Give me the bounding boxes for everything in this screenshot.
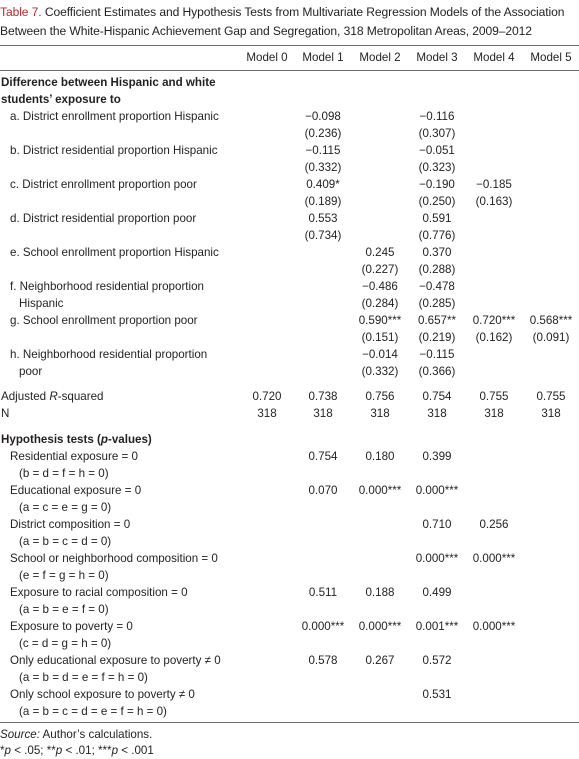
column-header: Model 4	[473, 51, 515, 64]
coef-cell: −0.478	[419, 280, 455, 293]
fit-cell: 318	[484, 407, 504, 420]
fit-cell: 0.754	[422, 390, 452, 403]
fit-cell: 318	[427, 407, 447, 420]
se-cell: (0.250)	[418, 195, 456, 208]
test-label: Exposure to racial composition = 0	[10, 586, 188, 599]
hypothesis-heading-post: -values)	[107, 433, 152, 446]
test-constraint: (a = c = e = g = 0)	[19, 501, 112, 514]
coef-cell: 0.553	[308, 212, 338, 225]
coef-cell: −0.098	[305, 110, 341, 123]
fit-cell: 0.720	[252, 390, 282, 403]
test-pvalue: 0.710	[422, 518, 452, 531]
se-cell: (0.219)	[418, 331, 456, 344]
test-constraint: (a = b = e = f = 0)	[19, 603, 109, 616]
test-pvalue: 0.531	[422, 688, 452, 701]
se-cell: (0.288)	[418, 263, 456, 276]
test-pvalue: 0.754	[308, 450, 338, 463]
se-cell: (0.162)	[475, 331, 513, 344]
coef-cell: 0.370	[422, 246, 452, 259]
column-header: Model 1	[302, 51, 344, 64]
test-constraint: (b = d = f = h = 0)	[19, 467, 109, 480]
row-label: f. Neighborhood residential proportion	[10, 280, 204, 293]
test-pvalue: 0.000***	[415, 484, 459, 497]
test-label: Only school exposure to poverty ≠ 0	[10, 688, 195, 701]
column-header: Model 5	[530, 51, 572, 64]
fit-label	[1, 388, 103, 405]
coef-cell: −0.115	[419, 348, 455, 361]
se-cell: (0.776)	[418, 229, 456, 242]
note-threshold: < .01;	[62, 744, 99, 757]
coef-cell: 0.720***	[472, 314, 516, 327]
test-label: District composition = 0	[10, 518, 131, 531]
se-cell: (0.284)	[361, 297, 399, 310]
fit-label-post: -squared	[57, 390, 104, 403]
test-pvalue: 0.267	[365, 654, 395, 667]
row-label: e. School enrollment proportion Hispanic	[10, 246, 219, 259]
row-label: b. District residential proportion Hispanic	[10, 144, 218, 157]
source-text: Author’s calculations.	[39, 728, 153, 741]
test-pvalue: 0.578	[308, 654, 338, 667]
test-constraint: (c = d = g = h = 0)	[19, 637, 112, 650]
se-cell: (0.163)	[475, 195, 513, 208]
coef-cell: −0.051	[419, 144, 455, 157]
fit-cell: 0.756	[365, 390, 395, 403]
coef-cell: 0.657**	[417, 314, 457, 327]
test-pvalue: 0.000***	[358, 620, 402, 633]
se-cell: (0.734)	[304, 229, 342, 242]
row-label: g. School enrollment proportion poor	[10, 314, 198, 327]
test-constraint: (a = b = d = e = f = h = 0)	[19, 671, 148, 684]
significance-notes	[0, 742, 154, 759]
test-pvalue: 0.572	[422, 654, 452, 667]
test-pvalue: 0.000***	[415, 552, 459, 565]
note-stars: *	[0, 744, 5, 757]
test-pvalue: 0.000***	[472, 552, 516, 565]
source-note	[0, 726, 152, 743]
se-cell: (0.091)	[532, 331, 570, 344]
se-cell: (0.307)	[418, 127, 456, 140]
test-pvalue: 0.000***	[301, 620, 345, 633]
row-label: h. Neighborhood residential proportion	[10, 348, 208, 361]
note-threshold: < .05;	[10, 744, 47, 757]
fit-cell: 318	[313, 407, 333, 420]
row-label: d. District residential proportion poor	[10, 212, 197, 225]
column-header: Model 0	[246, 51, 288, 64]
test-pvalue: 0.188	[365, 586, 395, 599]
coef-cell: −0.486	[362, 280, 398, 293]
fit-cell: 0.755	[536, 390, 566, 403]
fit-label-italic: R	[49, 390, 58, 403]
note-p: p	[55, 744, 63, 757]
note-stars: **	[46, 744, 56, 757]
test-label: Educational exposure = 0	[10, 484, 142, 497]
test-pvalue: 0.000***	[358, 484, 402, 497]
se-cell: (0.236)	[304, 127, 342, 140]
coef-cell: 0.245	[365, 246, 395, 259]
test-pvalue: 0.180	[365, 450, 395, 463]
table-title: Coefficient Estimates and Hypothesis Tests from Multivariate Regression Models of the Association Between the White-Hispanic Achievement Gap and Segregation, 318 Metropolitan Areas, 2009–2012	[0, 5, 565, 38]
column-header: Model 2	[359, 51, 401, 64]
hypothesis-heading-italic: p	[100, 433, 108, 446]
coef-cell: 0.591	[422, 212, 452, 225]
section-heading: students’ exposure to	[1, 93, 121, 106]
note-p: p	[4, 744, 11, 757]
test-pvalue: 0.256	[479, 518, 509, 531]
se-cell: (0.151)	[361, 331, 399, 344]
hypothesis-heading-pre: Hypothesis tests (	[1, 433, 101, 446]
coef-cell: −0.115	[305, 144, 341, 157]
se-cell: (0.332)	[361, 365, 399, 378]
se-cell: (0.189)	[304, 195, 342, 208]
coef-cell: −0.185	[476, 178, 512, 191]
coef-cell: −0.190	[419, 178, 455, 191]
coef-cell: 0.590***	[358, 314, 402, 327]
test-pvalue: 0.399	[422, 450, 452, 463]
coef-cell: 0.409*	[306, 178, 340, 191]
source-label: Source:	[0, 728, 40, 741]
test-constraint: (e = f = g = h = 0)	[19, 569, 109, 582]
se-cell: (0.332)	[304, 161, 342, 174]
fit-label-pre: Adjusted	[1, 390, 50, 403]
fit-cell: 318	[370, 407, 390, 420]
test-pvalue: 0.511	[308, 586, 338, 599]
note-p: p	[111, 744, 119, 757]
se-cell: (0.366)	[418, 365, 456, 378]
coef-cell: −0.116	[419, 110, 455, 123]
coef-cell: 0.568***	[529, 314, 573, 327]
table-label: Table 7.	[0, 5, 42, 19]
test-label: School or neighborhood composition = 0	[10, 552, 218, 565]
coef-cell: −0.014	[362, 348, 398, 361]
fit-cell: 0.755	[479, 390, 509, 403]
row-label: c. District enrollment proportion poor	[10, 178, 197, 191]
se-cell: (0.227)	[361, 263, 399, 276]
note-stars: ***	[98, 744, 112, 757]
test-pvalue: 0.000***	[472, 620, 516, 633]
se-cell: (0.323)	[418, 161, 456, 174]
test-label: Exposure to poverty = 0	[10, 620, 133, 633]
test-constraint: (a = b = c = d = e = f = h = 0)	[19, 705, 167, 718]
test-label: Only educational exposure to poverty ≠ 0	[10, 654, 221, 667]
note-threshold: < .001	[118, 744, 154, 757]
fit-cell: 318	[257, 407, 277, 420]
fit-label: N	[1, 407, 10, 420]
row-label: poor	[19, 365, 43, 378]
fit-cell: 318	[541, 407, 561, 420]
test-pvalue: 0.499	[422, 586, 452, 599]
hypothesis-heading	[1, 431, 152, 448]
test-pvalue: 0.001***	[415, 620, 459, 633]
test-label: Residential exposure = 0	[10, 450, 138, 463]
se-cell: (0.285)	[418, 297, 456, 310]
row-label: Hispanic	[19, 297, 64, 310]
test-pvalue: 0.070	[308, 484, 338, 497]
fit-cell: 0.738	[308, 390, 338, 403]
row-label: a. District enrollment proportion Hispanic	[10, 110, 219, 123]
column-header: Model 3	[416, 51, 458, 64]
test-constraint: (a = b = c = d = 0)	[19, 535, 112, 548]
section-heading: Difference between Hispanic and white	[1, 76, 216, 89]
